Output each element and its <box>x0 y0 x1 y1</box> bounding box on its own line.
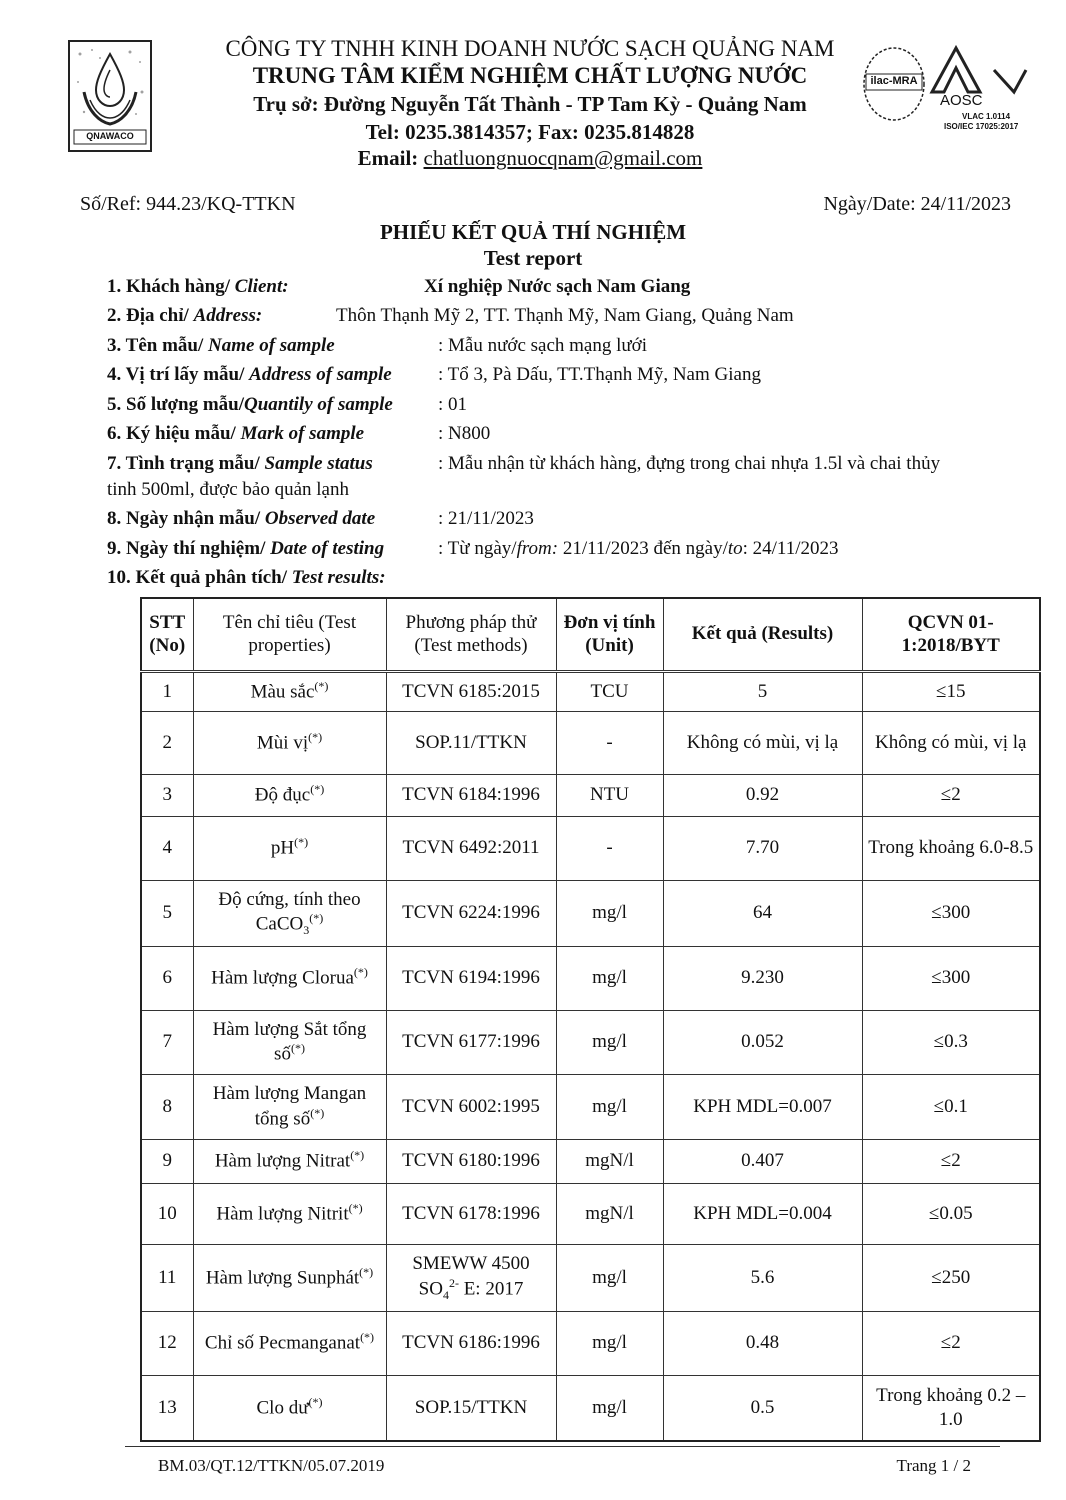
row-standard: ≤250 <box>862 1244 1040 1311</box>
row-property <box>193 1311 386 1375</box>
row-method: TCVN 6177:1996 <box>386 1010 556 1074</box>
row-method <box>386 1244 556 1311</box>
row-result: 64 <box>663 880 862 946</box>
mark-line <box>107 423 491 445</box>
testing-date-line <box>107 538 839 560</box>
observed-label-en: Observed date <box>264 508 376 529</box>
row-result: 0.407 <box>663 1139 862 1183</box>
mark-value: : N800 <box>438 423 491 444</box>
row-unit: NTU <box>556 774 663 816</box>
table-row <box>141 1244 1040 1311</box>
row-result: Không có mùi, vị lạ <box>663 711 862 774</box>
testing-label-en: Date of testing <box>270 538 385 559</box>
row-property <box>193 1183 386 1244</box>
ilac-text: ilac-MRA <box>870 75 918 87</box>
col-header-methods: Phương pháp thử (Test methods) <box>386 598 556 671</box>
quantity-value: : 01 <box>438 394 468 415</box>
subscript: 4 <box>442 1287 449 1302</box>
testing-from-en: from: <box>516 538 559 559</box>
row-unit: mg/l <box>556 946 663 1010</box>
table-row <box>141 1183 1040 1244</box>
results-label-en: Test results: <box>291 567 386 588</box>
row-no: 9 <box>141 1139 193 1183</box>
row-method: TCVN 6178:1996 <box>386 1183 556 1244</box>
accredited-mark: (*) <box>350 1148 365 1163</box>
results-heading <box>107 567 386 589</box>
property-name: pH <box>270 837 295 859</box>
iso-text: ISO/IEC 17025:2017 <box>944 122 1019 131</box>
row-result: 0.92 <box>663 774 862 816</box>
accredited-mark: (*) <box>294 835 309 850</box>
aosc-text: AOSC <box>940 92 983 109</box>
col-header-results: Kết quả (Results) <box>663 598 862 671</box>
row-unit: mgN/l <box>556 1139 663 1183</box>
quantity-label: 5. Số lượng mẫu/ <box>107 394 245 415</box>
row-property <box>193 946 386 1010</box>
row-unit: mg/l <box>556 1375 663 1441</box>
row-no: 11 <box>141 1244 193 1311</box>
table-row <box>141 1375 1040 1441</box>
row-standard: ≤0.1 <box>862 1074 1040 1139</box>
row-method: TCVN 6224:1996 <box>386 880 556 946</box>
company-logo <box>68 40 152 152</box>
sample-name-label: 3. Tên mẫu/ <box>107 335 209 356</box>
row-no: 10 <box>141 1183 193 1244</box>
row-method: TCVN 6180:1996 <box>386 1139 556 1183</box>
property-name: Clo dư <box>256 1397 309 1419</box>
col-header-properties: Tên chỉ tiêu (Test properties) <box>193 598 386 671</box>
testing-label: 9. Ngày thí nghiệm/ <box>107 538 271 559</box>
col-header-standard: QCVN 01-1:2018/BYT <box>862 598 1040 671</box>
accredited-mark: (*) <box>348 1200 363 1215</box>
row-result: KPH MDL=0.004 <box>663 1183 862 1244</box>
footer-divider <box>125 1446 1000 1447</box>
row-method: TCVN 6492:2011 <box>386 816 556 880</box>
address-label: 2. Địa chỉ/ <box>107 305 194 326</box>
sample-address-line <box>107 364 761 386</box>
table-row <box>141 711 1040 774</box>
row-method: TCVN 6184:1996 <box>386 774 556 816</box>
row-no: 1 <box>141 671 193 711</box>
row-standard: Trong khoảng 0.2 – 1.0 <box>862 1375 1040 1441</box>
table-row <box>141 946 1040 1010</box>
property-name: Hàm lượng Sunphát <box>205 1267 360 1289</box>
row-no: 8 <box>141 1074 193 1139</box>
testing-to-date: : 24/11/2023 <box>742 538 839 559</box>
client-value: Xí nghiệp Nước sạch Nam Giang <box>424 276 691 297</box>
testing-to-prefix: 21/11/2023 đến ngày/ <box>558 538 728 559</box>
row-property <box>193 1139 386 1183</box>
observed-label: 8. Ngày nhận mẫu/ <box>107 508 265 529</box>
row-property <box>193 711 386 774</box>
property-name: Hàm lượng Nitrat <box>214 1150 351 1172</box>
table-row <box>141 816 1040 880</box>
table-row <box>141 880 1040 946</box>
company-name: CÔNG TY TNHH KINH DOANH NƯỚC SẠCH QUẢNG NAM <box>225 36 835 61</box>
row-property <box>193 880 386 946</box>
accredited-mark: (*) <box>290 1041 305 1056</box>
testing-value <box>438 538 839 560</box>
row-no: 3 <box>141 774 193 816</box>
row-standard: ≤2 <box>862 1139 1040 1183</box>
superscript: 2- <box>448 1275 459 1290</box>
sample-name-value: : Mẫu nước sạch mạng lưới <box>438 335 648 356</box>
property-name: Độ cứng, tính theo CaCO <box>218 888 361 935</box>
row-result: 0.48 <box>663 1311 862 1375</box>
table-row <box>141 671 1040 711</box>
row-unit: mg/l <box>556 1010 663 1074</box>
quantity-label-en: Quantily of sample <box>244 394 393 415</box>
sample-name-line <box>107 335 648 357</box>
address-value: Thôn Thạnh Mỹ 2, TT. Thạnh Mỹ, Nam Giang, Quảng Nam <box>336 305 794 326</box>
row-unit: mg/l <box>556 1311 663 1375</box>
method-text-end: E: 2017 <box>458 1278 524 1300</box>
sample-address-value: : Tổ 3, Pà Dấu, TT.Thạnh Mỹ, Nam Giang <box>438 364 761 385</box>
status-value-cont: tinh 500ml, được bảo quản lạnh <box>107 479 349 500</box>
property-name: Độ đục <box>254 784 311 806</box>
testing-to-en: to <box>727 538 743 559</box>
row-unit: mg/l <box>556 880 663 946</box>
quantity-line <box>107 394 468 416</box>
row-property <box>193 1074 386 1139</box>
email-line <box>150 146 910 171</box>
mark-label-en: Mark of sample <box>240 423 365 444</box>
client-label-en: Client: <box>234 276 289 297</box>
sample-address-label: 4. Vị trí lấy mẫu/ <box>107 364 250 385</box>
row-unit: mgN/l <box>556 1183 663 1244</box>
accredited-mark: (*) <box>360 1330 375 1345</box>
form-code: BM.03/QT.12/TTKN/05.07.2019 <box>158 1456 385 1475</box>
email-label: Email: <box>357 146 424 170</box>
row-unit: - <box>556 816 663 880</box>
row-method: TCVN 6194:1996 <box>386 946 556 1010</box>
row-standard: ≤0.3 <box>862 1010 1040 1074</box>
row-property <box>193 816 386 880</box>
property-name: Hàm lượng Clorua <box>211 967 354 989</box>
row-standard: ≤2 <box>862 1311 1040 1375</box>
property-name: Hàm lượng Sắt tổng số <box>212 1018 367 1065</box>
phone-fax: Tel: 0235.3814357; Fax: 0235.814828 <box>365 120 695 144</box>
row-unit: TCU <box>556 671 663 711</box>
row-method: TCVN 6002:1995 <box>386 1074 556 1139</box>
row-result: 5.6 <box>663 1244 862 1311</box>
results-table <box>140 597 1041 1442</box>
row-standard: ≤300 <box>862 946 1040 1010</box>
observed-date-line <box>107 508 534 530</box>
property-name: Hàm lượng Mangan tổng số <box>212 1083 367 1130</box>
status-line <box>107 453 941 475</box>
logo-text: QNAWACO <box>86 131 134 141</box>
row-method: SOP.11/TTKN <box>386 711 556 774</box>
row-result: 5 <box>663 671 862 711</box>
report-subtitle: Test report <box>483 246 583 270</box>
accredited-mark: (*) <box>314 678 329 693</box>
status-label-en: Sample status <box>264 453 373 474</box>
address-label-en: Address: <box>193 305 263 326</box>
row-property <box>193 774 386 816</box>
sample-name-label-en: Name of sample <box>208 335 335 356</box>
row-no: 12 <box>141 1311 193 1375</box>
row-no: 6 <box>141 946 193 1010</box>
row-no: 4 <box>141 816 193 880</box>
row-result: 0.5 <box>663 1375 862 1441</box>
vilas-text: VLAC 1.0114 <box>962 112 1011 121</box>
table-header-row <box>141 598 1040 671</box>
report-title: PHIẾU KẾT QUẢ THÍ NGHIỆM <box>379 220 687 244</box>
row-result: 7.70 <box>663 816 862 880</box>
report-date: Ngày/Date: 24/11/2023 <box>823 193 1011 215</box>
row-property <box>193 671 386 711</box>
sample-address-label-en: Address of sample <box>249 364 392 385</box>
email-link[interactable]: chatluongnuocqnam@gmail.com <box>423 146 703 170</box>
status-value: : Mẫu nhận từ khách hàng, đựng trong chai nhựa 1.5l và chai thủy <box>438 453 941 474</box>
status-label: 7. Tình trạng mẫu/ <box>107 453 265 474</box>
row-standard: Trong khoảng 6.0-8.5 <box>862 816 1040 880</box>
property-name: Màu sắc <box>250 681 315 703</box>
row-no: 2 <box>141 711 193 774</box>
reference-number: Số/Ref: 944.23/KQ-TTKN <box>80 193 296 215</box>
row-method: TCVN 6185:2015 <box>386 671 556 711</box>
col-header-no: STT (No) <box>141 598 193 671</box>
row-no: 5 <box>141 880 193 946</box>
client-label: 1. Khách hàng/ <box>107 276 235 297</box>
accredited-mark: (*) <box>310 1105 325 1120</box>
row-property <box>193 1010 386 1074</box>
property-name: Chỉ số Pecmanganat <box>204 1332 361 1354</box>
center-name: TRUNG TÂM KIỂM NGHIỆM CHẤT LƯỢNG NƯỚC <box>252 63 808 88</box>
accredited-mark: (*) <box>359 1264 374 1279</box>
row-standard: ≤2 <box>862 774 1040 816</box>
row-standard: ≤15 <box>862 671 1040 711</box>
mark-label: 6. Ký hiệu mẫu/ <box>107 423 241 444</box>
row-method: TCVN 6186:1996 <box>386 1311 556 1375</box>
row-method: SOP.15/TTKN <box>386 1375 556 1441</box>
table-row <box>141 1074 1040 1139</box>
row-unit: - <box>556 711 663 774</box>
row-result: 0.052 <box>663 1010 862 1074</box>
head-office-address: Trụ sở: Đường Nguyễn Tất Thành - TP Tam Kỳ - Quảng Nam <box>253 92 807 116</box>
row-standard: ≤300 <box>862 880 1040 946</box>
row-result: KPH MDL=0.007 <box>663 1074 862 1139</box>
accredited-mark: (*) <box>310 782 325 797</box>
row-unit: mg/l <box>556 1244 663 1311</box>
accredited-mark: (*) <box>308 1395 323 1410</box>
testing-from-prefix: : Từ ngày/ <box>438 538 517 559</box>
property-name: Mùi vị <box>256 732 309 754</box>
property-name: Hàm lượng Nitrit <box>216 1203 349 1225</box>
row-result: 9.230 <box>663 946 862 1010</box>
table-row <box>141 774 1040 816</box>
subscript: 3 <box>303 923 310 938</box>
accredited-mark: (*) <box>353 965 368 980</box>
results-label: 10. Kết quả phân tích/ <box>107 567 292 588</box>
page-number: Trang 1 / 2 <box>896 1456 971 1475</box>
row-unit: mg/l <box>556 1074 663 1139</box>
method-text: SMEWW 4500 SO <box>412 1253 530 1300</box>
observed-value: : 21/11/2023 <box>438 508 534 529</box>
row-no: 13 <box>141 1375 193 1441</box>
col-header-unit: Đơn vị tính (Unit) <box>556 598 663 671</box>
accredited-mark: (*) <box>309 911 324 926</box>
row-property <box>193 1375 386 1441</box>
table-row <box>141 1311 1040 1375</box>
accredited-mark: (*) <box>308 729 323 744</box>
row-standard: ≤0.05 <box>862 1183 1040 1244</box>
table-row <box>141 1139 1040 1183</box>
row-no: 7 <box>141 1010 193 1074</box>
table-row <box>141 1010 1040 1074</box>
row-property <box>193 1244 386 1311</box>
address-line <box>107 305 794 327</box>
row-standard: Không có mùi, vị lạ <box>862 711 1040 774</box>
client-line <box>107 276 691 298</box>
